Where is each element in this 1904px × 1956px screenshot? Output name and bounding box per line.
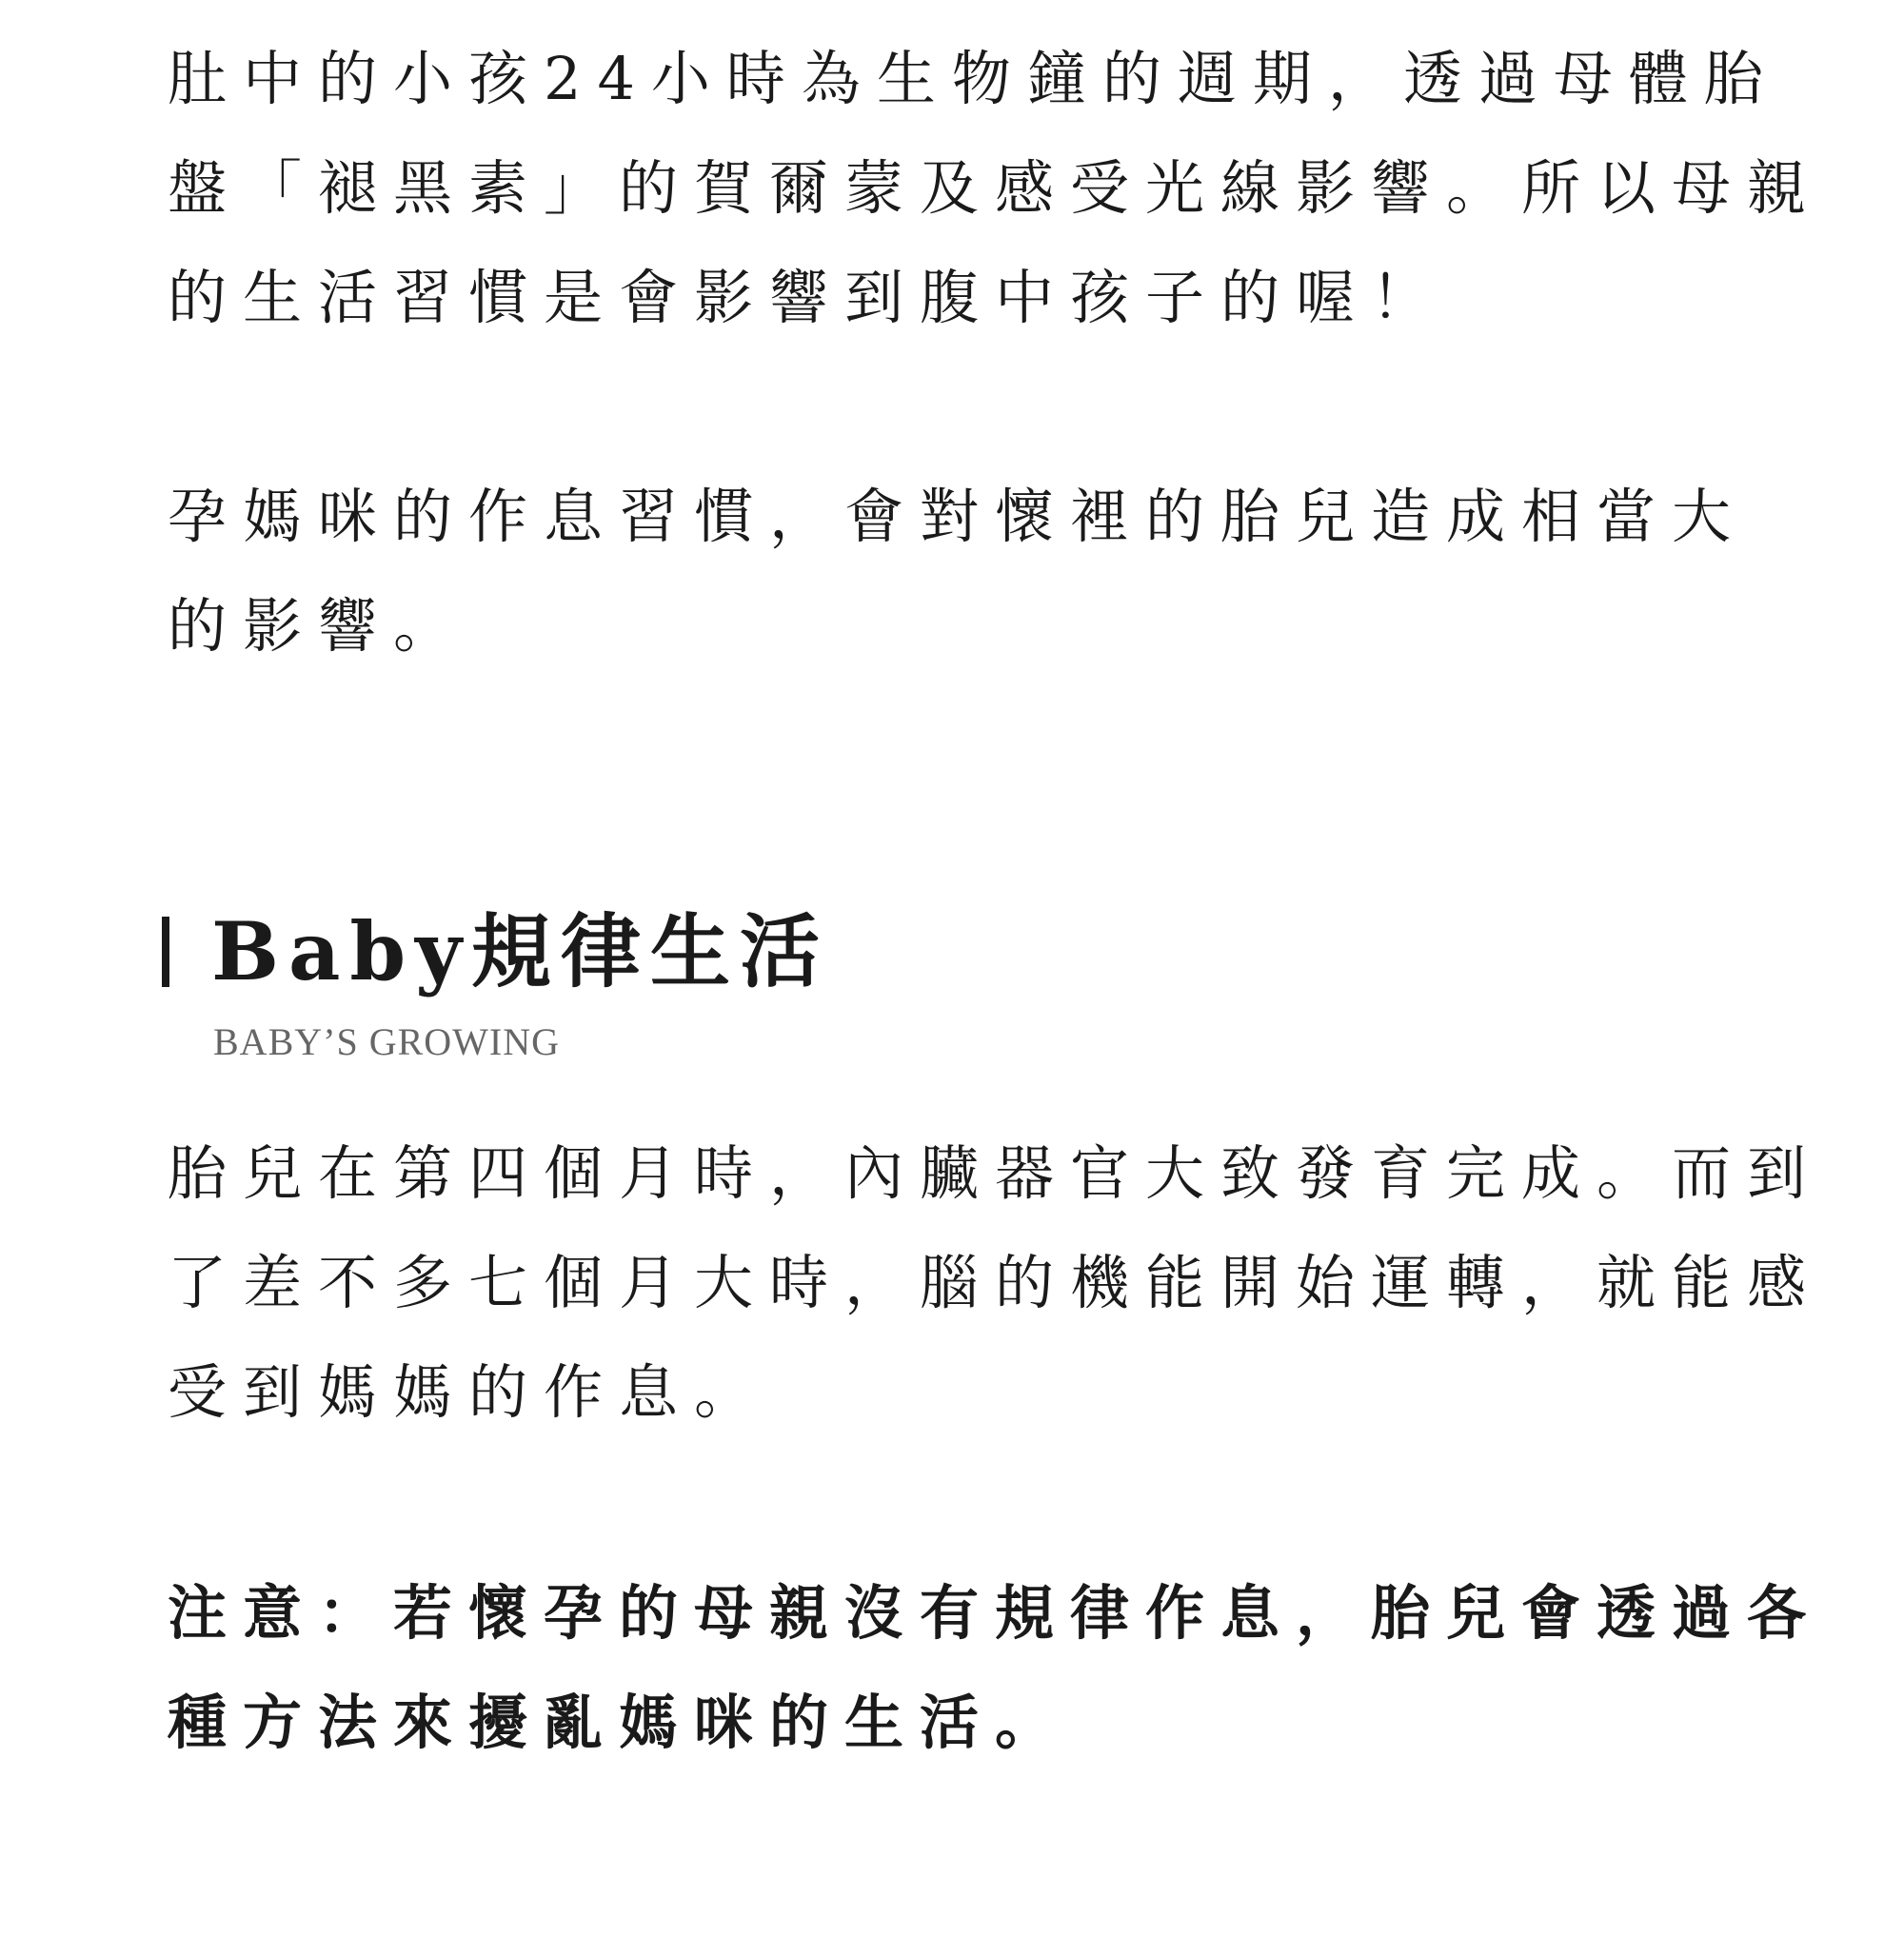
intro-line: 肚中的小孩24小時為生物鐘的週期，透過母體胎 — [168, 44, 1779, 113]
section-subtitle: BABY’S GROWING — [213, 1020, 560, 1063]
notice-paragraph — [168, 1558, 1823, 1777]
habit-paragraph — [168, 462, 1748, 681]
growth-paragraph — [168, 1118, 1823, 1447]
intro-line: 的生活習慣是會影響到腹中孩子的喔！ — [168, 263, 1447, 332]
section-title: Baby規律生活 — [211, 904, 829, 998]
intro-paragraph — [168, 24, 1823, 352]
intro-line: 盤「褪黑素」的賀爾蒙及感受光線影響。所以母親 — [168, 153, 1823, 223]
notice-line: 種方法來擾亂媽咪的生活。 — [168, 1688, 1071, 1757]
notice-line: 注意：若懷孕的母親沒有規律作息，胎兒會透過各 — [168, 1578, 1823, 1648]
section-accent-bar — [162, 917, 169, 987]
growth-line: 了差不多七個月大時，腦的機能開始運轉，就能感 — [168, 1248, 1823, 1317]
growth-line: 胎兒在第四個月時，內臟器官大致發育完成。而到 — [168, 1138, 1823, 1208]
habit-line: 孕媽咪的作息習慣，會對懷裡的胎兒造成相當大 — [168, 482, 1748, 551]
habit-line: 的影響。 — [168, 591, 469, 661]
growth-line: 受到媽媽的作息。 — [168, 1357, 770, 1427]
